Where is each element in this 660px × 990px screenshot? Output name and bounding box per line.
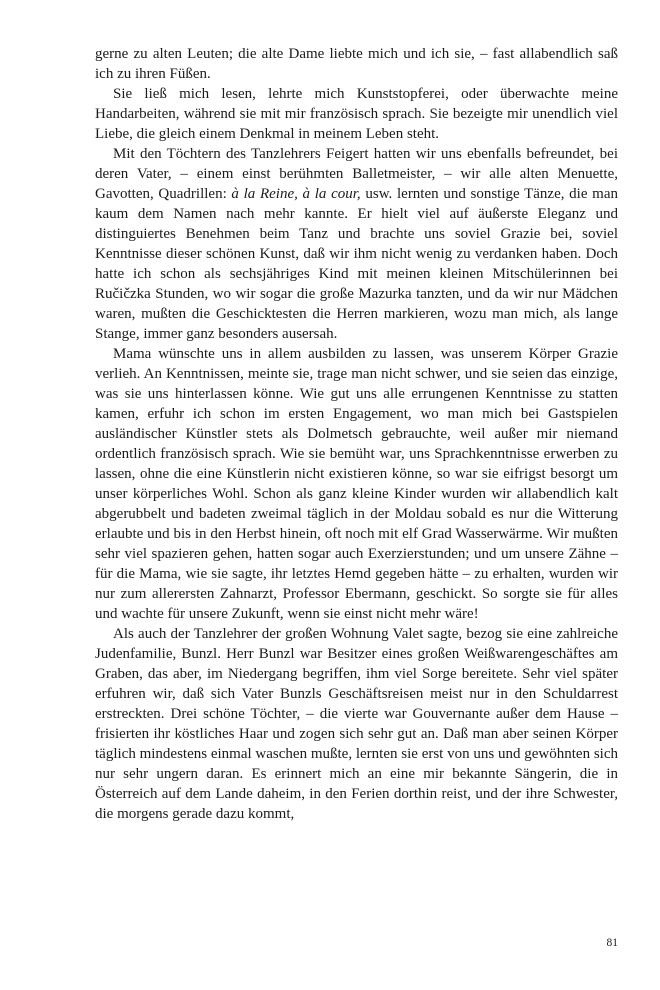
paragraph: [95, 624, 618, 824]
body-text: Mama wünschte uns in allem ausbilden zu lassen, was unserem Körper Grazie verlieh. An Kenntnissen, meinte sie, trage man nicht schwer, und sie seien das einzige, was sie uns hinterlassen könne. Wie gut uns alle errungenen Kenntnisse zu statten kamen, erfuhr ich schon im ersten Engagement, wo man mich bei Gastspielen ausländischer Künstler stets als Dolmetsch gebrauchte, weil außer mir niemand ordentlich französisch sprach. Wie sie bemüht war, uns Sprachkenntnisse erwerben zu lassen, ohne die eine Künstlerin nicht existieren könne, so war sie eifrigst besorgt um unser körperliches Wohl. Schon als ganz kleine Kinder wurden wir allabendlich kalt abgerubbelt und badeten zweimal täglich in der Moldau sobald es nur die Witterung erlaubte und bis in den Herbst hinein, oft noch mit elf Grad Wasserwärme. Wir mußten sehr viel spazieren gehen, hatten sogar auch Exerzierstunden; und um unsere Zähne – für die Mama, wie sie sagte, ihr letztes Hemd gegeben hätte – zu erhalten, wurden wir nur zum allerersten Zahnarzt, Professor Ebermann, geschickt. So sorgte sie für alles und wachte für unsere Zukunft, wenn sie einst nicht mehr wäre!: [95, 346, 618, 622]
body-text: Mit den Töchtern des Tanzlehrers Feigert hatten wir uns ebenfalls befreundet, bei deren Vater, – einem einst berühmten Balletmeister, – wir alle alten Menuette, Gavotten, Quadrillen:: [95, 146, 618, 202]
paragraph: [95, 44, 618, 84]
page-text: [95, 44, 618, 824]
body-text: Sie ließ mich lesen, lehrte mich Kunststopferei, oder überwachte meine Handarbeiten, während sie mit mir französisch sprach. Sie bezeigte mir unendlich viel Liebe, die gleich einem Denkmal in meinem Leben steht.: [95, 86, 618, 142]
body-text: gerne zu alten Leuten; die alte Dame liebte mich und ich sie, – fast allabendlich saß ich zu ihren Füßen.: [95, 46, 618, 82]
body-text: Als auch der Tanzlehrer der großen Wohnung Valet sagte, bezog sie eine zahlreiche Judenfamilie, Bunzl. Herr Bunzl war Besitzer eines großen Weißwarengeschäftes am Graben, das aber, im Niedergang begriffen, ihm viel Sorge bereitete. Sehr viel später erfuhren wir, daß sich Vater Bunzls Geschäftsreisen meist nur in den Schuldarrest erstreckten. Drei schöne Töchter, – die vierte war Gouvernante außer dem Hause – frisierten ihr köstliches Haar und zogen sich sehr gut an. Daß man aber seinen Körper täglich mindestens einmal waschen mußte, lernten sie erst von uns und gewöhnten sich nur sehr ungern daran. Es erinnert mich an eine mir bekannte Sängerin, die in Österreich auf dem Lande daheim, in den Ferien dorthin reist, und der ihre Schwester, die morgens gerade dazu kommt,: [95, 626, 618, 822]
paragraph: [95, 344, 618, 624]
paragraph: [95, 144, 618, 344]
body-text: usw. lernten und sonstige Tänze, die man kaum dem Namen nach mehr kannte. Er hielt viel auf äußerste Eleganz und distinguiertes Benehmen beim Tanz und brachte uns soviel Grazie bei, soviel Kenntnisse dieser schönen Kunst, daß wir ihm nicht wenig zu verdanken haben. Doch hatte ich schon als sechsjähriges Kind mit meinen kleinen Mitschülerinnen bei Ručičzka Stunden, wo wir sogar die große Mazurka tanzten, und da wir nur Mädchen waren, mußten die Geschicktesten die Herren markieren, wozu man mich, als lange Stange, immer ganz besonders ausersah.: [95, 186, 618, 342]
paragraph: [95, 84, 618, 144]
page-number: 81: [606, 937, 618, 949]
italic-text: à la Reine, à la cour,: [231, 186, 361, 202]
